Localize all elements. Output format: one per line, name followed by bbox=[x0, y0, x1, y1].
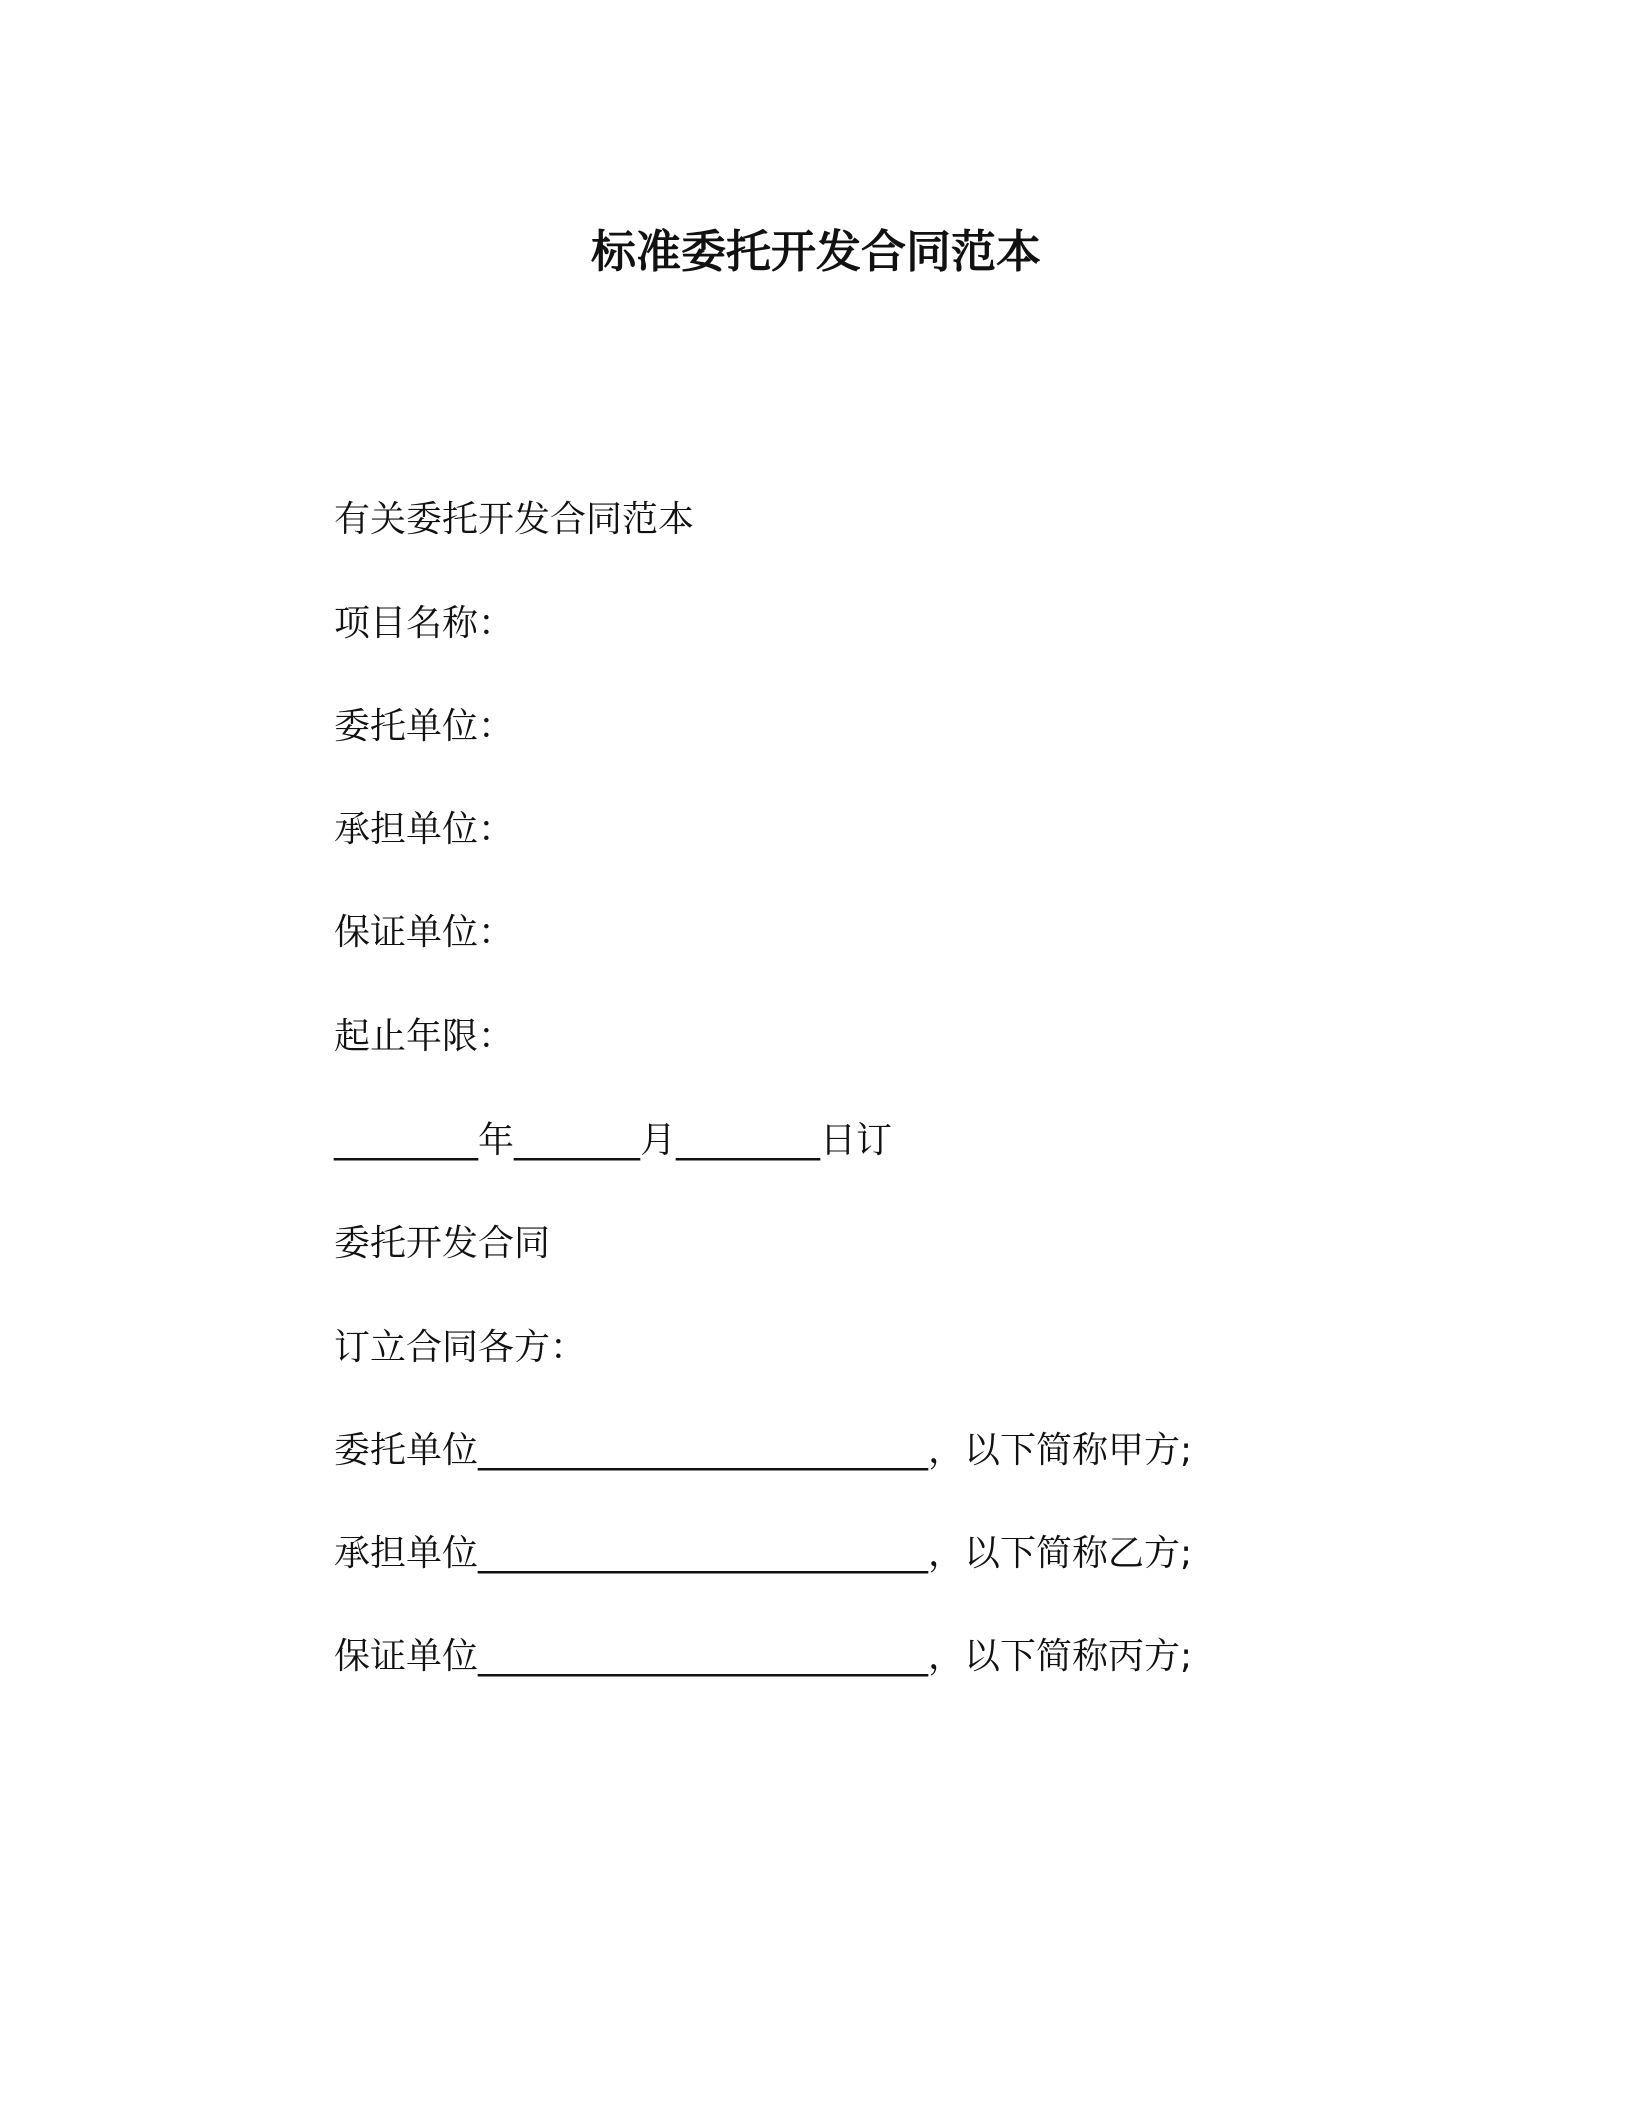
party-b-line: 承担单位_________________________，以下简称乙方; bbox=[334, 1533, 1193, 1574]
signing-date-line: ________年_______月________日订 bbox=[334, 1120, 892, 1161]
project-name-label: 项目名称： bbox=[334, 603, 515, 644]
undertaking-unit-label: 承担单位： bbox=[334, 809, 515, 850]
document-subtitle: 有关委托开发合同范本 bbox=[334, 499, 695, 540]
party-c-line: 保证单位_________________________，以下简称丙方; bbox=[334, 1636, 1193, 1677]
term-period-label: 起止年限： bbox=[334, 1016, 515, 1057]
commissioning-unit-label: 委托单位： bbox=[334, 706, 515, 747]
guarantor-unit-label: 保证单位： bbox=[334, 912, 515, 953]
contracting-parties-label: 订立合同各方： bbox=[334, 1327, 587, 1368]
contract-heading: 委托开发合同 bbox=[334, 1223, 551, 1264]
document-title: 标准委托开发合同范本 bbox=[590, 225, 1041, 278]
party-a-line: 委托单位_________________________，以下简称甲方; bbox=[334, 1430, 1193, 1471]
